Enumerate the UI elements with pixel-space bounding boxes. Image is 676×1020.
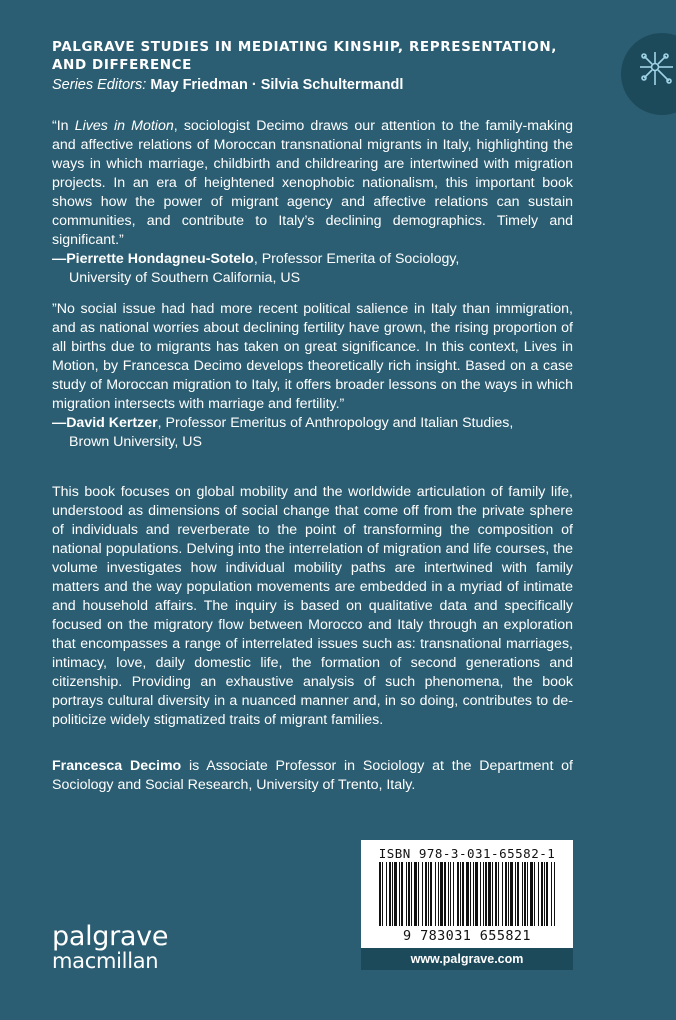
barcode-bar	[502, 862, 503, 926]
barcode-bar	[475, 862, 478, 926]
barcode-bar	[401, 862, 403, 926]
isbn-digits: 9 783031 655821	[403, 928, 531, 944]
barcode-bar	[406, 862, 407, 926]
barcode-bar	[386, 862, 387, 926]
barcode-bar	[498, 862, 499, 926]
barcode-bar	[517, 862, 519, 926]
endorsement-quote-1	[52, 117, 573, 288]
publisher-url: www.palgrave.com	[361, 948, 573, 970]
isbn-barcode-box	[361, 840, 573, 970]
series-editors-label: Series Editors:	[52, 77, 147, 93]
quote1-lead: “In	[52, 118, 75, 134]
series-editors-names: May Friedman · Silvia Schultermandl	[150, 77, 404, 93]
barcode-bar	[534, 862, 535, 926]
springer-logo-badge	[621, 33, 676, 115]
quote2-text: ”No social issue had had more recent political salience in Italy than immigration, and as national worries about declining fertility have grown, the rising proportion of all births due to migrants has taken on great significance. In this context, Lives in Motion, by Francesca Decimo develops theoretically rich insight. Based on a case study of Moroccan migration to Italy, it offers broader lessons on the ways in which migration intersects with marriage and fertility.”	[52, 301, 573, 412]
barcode-bar	[554, 862, 555, 926]
barcode-bar	[394, 862, 397, 926]
barcode-bar	[527, 862, 528, 926]
barcode-bar	[485, 862, 487, 926]
barcode-bar	[392, 862, 393, 926]
barcode-bar	[453, 862, 454, 926]
barcode-bar	[522, 862, 523, 926]
quote1-book-title: Lives in Motion	[74, 118, 174, 134]
barcode-bar	[382, 862, 383, 926]
barcode-bar	[425, 862, 427, 926]
logo-line-1: palgrave	[52, 921, 169, 952]
barcode-bar	[541, 862, 543, 926]
barcode-bar	[414, 862, 417, 926]
barcode-bar	[544, 862, 545, 926]
barcode-bar	[435, 862, 436, 926]
barcode-bar	[460, 862, 461, 926]
quote1-attribution: —Pierrette Hondagneu-Sotelo, Professor Emerita of Sociology, University of Southern California, US	[52, 250, 573, 288]
barcode-bar	[428, 862, 429, 926]
barcode-bar	[399, 862, 400, 926]
barcode-bar	[422, 862, 423, 926]
springer-horse-icon	[635, 47, 676, 101]
quote2-affiliation: Brown University, US	[69, 434, 202, 450]
barcode-bar	[440, 862, 443, 926]
barcode-bar	[546, 862, 548, 926]
barcode-bar	[524, 862, 526, 926]
quote1-text: , sociologist Decimo draws our attention to the family-making and affective relations of Moroccan transnational migrants in Italy, highlighting the ways in which marriage, childbirth and childrearing are intertwined with migration projects. In an era of heightened xenophobic nationalism, this important book shows how the power of migrant agency and affective relations can sustain communities, and contribute to Italy’s declining demographics. Timely and significant.”	[52, 118, 573, 248]
quote1-affiliation: University of Southern California, US	[69, 270, 301, 286]
quote2-role: , Professor Emeritus of Anthropology and Italian Studies,	[157, 415, 514, 431]
author-bio-text: is Associate Professor in Sociology at the Department of Sociology and Social Research, University of Trento, Italy.	[52, 758, 574, 793]
barcode-bar	[430, 862, 432, 926]
barcode-bar	[444, 862, 446, 926]
barcode-bar	[379, 862, 381, 926]
barcode-bar	[438, 862, 439, 926]
barcode-bar	[492, 862, 493, 926]
barcode-bar	[480, 862, 481, 926]
barcode-bar	[466, 862, 469, 926]
series-title: PALGRAVE STUDIES IN MEDIATING KINSHIP, REPRESENTATION, AND DIFFERENCE	[52, 39, 558, 73]
barcode-image	[379, 862, 555, 926]
barcode-bar	[551, 862, 552, 926]
barcode-bar	[510, 862, 513, 926]
quote1-role: , Professor Emerita of Sociology,	[253, 251, 460, 267]
barcode-bar	[450, 862, 451, 926]
quote1-author: Pierrette Hondagneu-Sotelo	[66, 251, 254, 267]
barcode-bar	[488, 862, 491, 926]
barcode-bar	[538, 862, 539, 926]
endorsement-quote-2	[52, 300, 573, 452]
barcode-bar	[483, 862, 484, 926]
barcode-bar	[470, 862, 471, 926]
barcode-bar	[495, 862, 497, 926]
barcode-bar	[418, 862, 419, 926]
palgrave-macmillan-logo	[52, 921, 169, 973]
isbn-label: ISBN 978-3-031-65582-1	[378, 846, 556, 861]
author-name: Francesca Decimo	[52, 758, 182, 774]
barcode-bar	[530, 862, 533, 926]
barcode-bar	[515, 862, 516, 926]
barcode-bar	[462, 862, 464, 926]
barcode-bar	[457, 862, 459, 926]
barcode-bar	[408, 862, 410, 926]
author-bio	[52, 757, 573, 795]
logo-line-2: macmillan	[52, 949, 159, 973]
barcode-bar	[508, 862, 509, 926]
quote2-author: David Kertzer	[66, 415, 158, 431]
barcode-bar	[448, 862, 449, 926]
barcode-bar	[473, 862, 474, 926]
book-description: This book focuses on global mobility and the worldwide articulation of family life, understood as dimensions of social change that come off from the private sphere of individuals and reverberate to the point of transforming the composition of national populations. Delving into the interrelation of migration and life courses, the volume investigates how individual mobility paths are intertwined with family matters and the way population movements are embedded in a myriad of intimate and household affairs. The inquiry is based on qualitative data and specifically focused on the migratory flow between Morocco and Italy through an exploration that encompasses a range of interrelated issues such as: transnational marriages, intimacy, love, daily domestic life, the formation of second generations and citizenship. Providing an exhaustive analysis of such phenomena, the book portrays cultural diversity in a nuanced manner and, in so doing, contributes to de-politicize widely stigmatized traits of migrant families.	[52, 484, 573, 728]
barcode-bar	[411, 862, 412, 926]
quote2-attribution: —David Kertzer, Professor Emeritus of Anthropology and Italian Studies, Brown University, US	[52, 414, 573, 452]
barcode-bar	[505, 862, 507, 926]
barcode-bar	[389, 862, 391, 926]
series-editors	[52, 76, 403, 94]
